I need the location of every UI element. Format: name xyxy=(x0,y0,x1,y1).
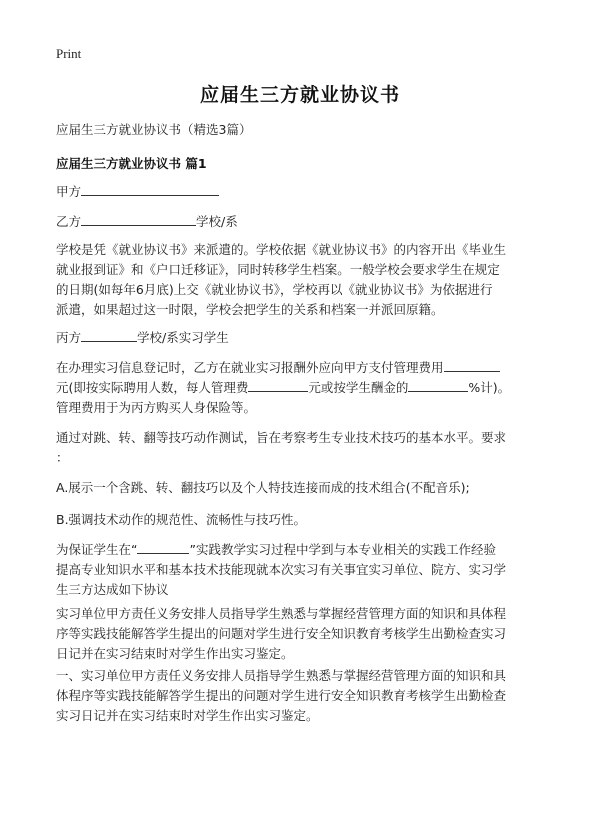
paragraph-test xyxy=(56,428,548,468)
paragraph-line xyxy=(56,540,548,560)
party-b-suffix: 学校/系 xyxy=(196,214,238,229)
party-b-label: 乙方 xyxy=(56,214,82,229)
item-a: A.展示一个含跳、转、翻技巧以及个人特技连接而成的技术组合(不配音乐); xyxy=(56,480,470,495)
paragraph-line: 管理费用于为丙方购买人身保险等。 xyxy=(56,400,257,415)
fee-amount-blank xyxy=(444,359,500,372)
fees-text-1: 在办理实习信息登记时，乙方在就业实习报酬外应向甲方支付管理费用 xyxy=(56,360,444,375)
party-b-line xyxy=(56,212,238,230)
paragraph-line xyxy=(56,358,548,378)
paragraph-line: 日记并在实习结束时对学生作出实习鉴定。 xyxy=(56,646,294,661)
subtitle: 应届生三方就业协议书（精选3篇） xyxy=(56,122,252,137)
paragraph-line: 就业报到证》和《户口迁移证》，同时转移学生档案。一般学校会要求学生在规定 xyxy=(56,262,500,277)
fees-text-4: %计)。 xyxy=(468,380,511,395)
party-c-line xyxy=(56,328,229,346)
per-person-fee-blank xyxy=(248,379,308,392)
party-c-suffix: 学校/系实习学生 xyxy=(137,330,229,345)
intro-text-1: 为保证学生在“ xyxy=(56,542,138,557)
paragraph-unit-duties xyxy=(56,604,548,664)
internship-name-blank xyxy=(137,541,189,554)
paragraph-line xyxy=(56,378,548,398)
paragraph-line: 的日期(如每年6月底)上交《就业协议书》，学校再以《就业协议书》为依据进行 xyxy=(56,282,493,297)
paragraph-article-one xyxy=(56,666,548,726)
paragraph-line: 派遣，如果超过这一时限，学校会把学生的关系和档案一并派回原籍。 xyxy=(56,302,444,317)
intro-text-2: ”实践教学实习过程中学到与本专业相关的实践工作经验 xyxy=(189,542,496,557)
section-heading: 应届生三方就业协议书 篇1 xyxy=(56,156,207,171)
fees-text-3: 元或按学生酬金的 xyxy=(308,380,409,395)
paragraph-line: 实习日记并在实习结束时对学生作出实习鉴定。 xyxy=(56,708,319,723)
paragraph-line: 实习单位甲方责任义务安排人员指导学生熟悉与掌握经营管理方面的知识和具体程 xyxy=(56,606,507,621)
party-a-blank xyxy=(81,183,219,196)
page-title: 应届生三方就业协议书 xyxy=(199,84,400,106)
item-b: B.强调技术动作的规范性、流畅性与技巧性。 xyxy=(56,512,307,527)
print-link[interactable]: Print xyxy=(56,46,82,61)
party-c-label: 丙方 xyxy=(56,330,82,345)
party-b-blank xyxy=(81,213,196,226)
paragraph-dispatch xyxy=(56,240,548,320)
paragraph-line: ： xyxy=(56,450,69,465)
paragraph-agreement-intro xyxy=(56,540,548,600)
paragraph-line: 序等实践技能解答学生提出的问题对学生进行安全知识教育考核学生出勤检查实习 xyxy=(56,626,507,641)
paragraph-line: 提高专业知识水平和基本技术技能现就本次实习有关事宜实习单位、院方、实习学 xyxy=(56,562,507,577)
paragraph-fees xyxy=(56,358,548,418)
paragraph-line: 一、实习单位甲方责任义务安排人员指导学生熟悉与掌握经营管理方面的知识和具 xyxy=(56,668,507,683)
party-c-blank xyxy=(81,329,137,342)
paragraph-line: 通过对跳、转、翻等技巧动作测试，旨在考察考生专业技术技巧的基本水平。要求 xyxy=(56,430,507,445)
party-a-line xyxy=(56,182,219,200)
paragraph-line: 体程序等实践技能解答学生提出的问题对学生进行安全知识教育考核学生出勤检查 xyxy=(56,688,507,703)
percentage-blank xyxy=(408,379,468,392)
paragraph-line: 生三方达成如下协议 xyxy=(56,582,169,597)
fees-text-2: 元(即按实际聘用人数，每人管理费 xyxy=(56,380,249,395)
paragraph-line: 学校是凭《就业协议书》来派遣的。学校依据《就业协议书》的内容开出《毕业生 xyxy=(56,242,507,257)
party-a-label: 甲方 xyxy=(56,184,82,199)
